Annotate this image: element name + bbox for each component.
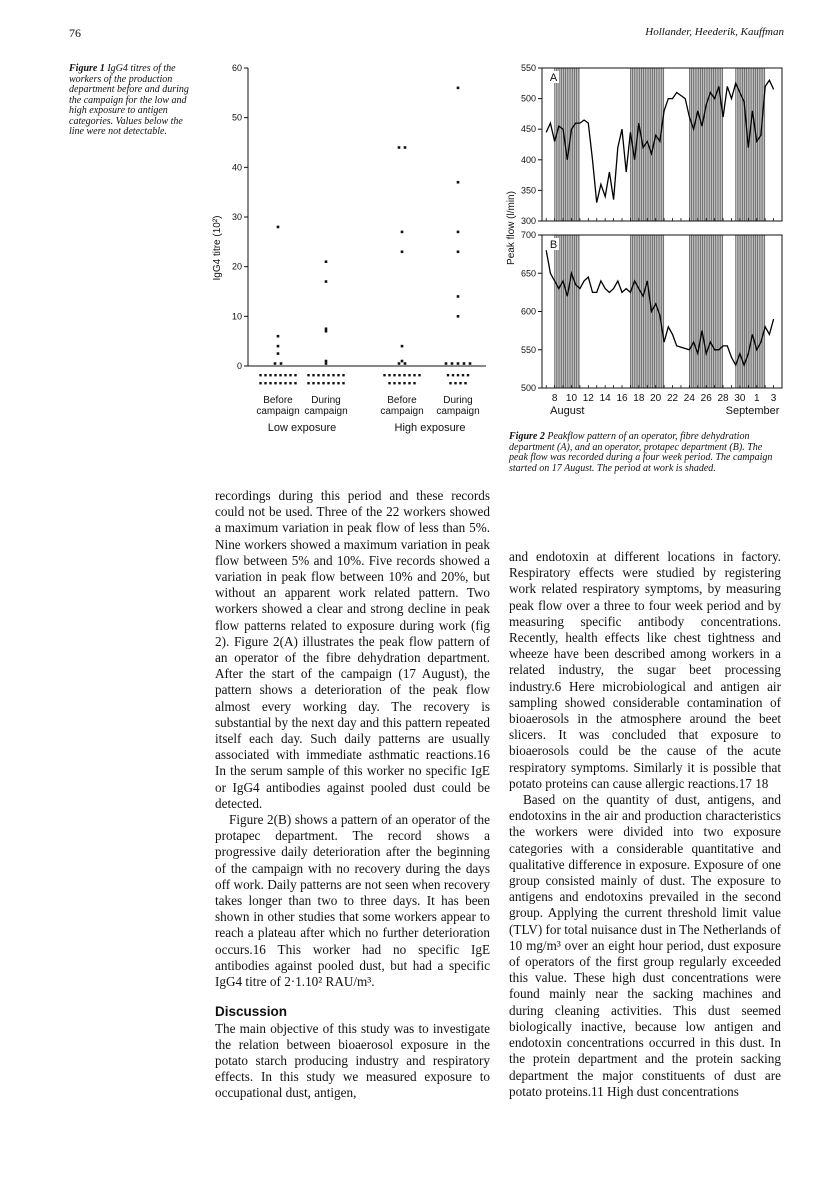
data-point bbox=[277, 226, 280, 229]
not-detectable-point bbox=[279, 374, 281, 376]
figure2-caption-text: Peakflow pattern of an operator, fibre dehydration department (A), and an operator, protapec department (B). The peak flow was recorded during a four week period. The campaign started on 17 August. The period at work is shaded. bbox=[509, 431, 773, 474]
y-tick-label: 600 bbox=[520, 306, 536, 317]
not-detectable-point bbox=[418, 374, 420, 376]
not-detectable-point bbox=[312, 382, 314, 384]
x-tick-label: 22 bbox=[666, 393, 679, 404]
x-category-label: campaign bbox=[304, 406, 348, 417]
not-detectable-point bbox=[459, 382, 461, 384]
not-detectable-point bbox=[388, 382, 390, 384]
x-tick-label: 16 bbox=[616, 393, 628, 404]
x-category-label: campaign bbox=[380, 406, 424, 417]
data-point bbox=[277, 335, 280, 338]
x-tick-label: 14 bbox=[599, 393, 611, 404]
x-category-label: Before bbox=[387, 395, 417, 406]
not-detectable-point bbox=[307, 374, 309, 376]
x-category-label: During bbox=[311, 395, 341, 406]
figure2-caption-label: Figure 2 bbox=[509, 431, 545, 442]
data-point bbox=[401, 231, 404, 234]
data-point bbox=[457, 362, 460, 365]
not-detectable-point bbox=[332, 374, 334, 376]
figure2-caption bbox=[509, 432, 781, 474]
y-tick-label: 450 bbox=[520, 124, 536, 135]
not-detectable-point bbox=[454, 382, 456, 384]
left-column bbox=[215, 488, 490, 1102]
group-label: Low exposure bbox=[267, 422, 337, 434]
not-detectable-point bbox=[398, 382, 400, 384]
figure1-caption-text: IgG4 titres of the workers of the production department before and during the campaign for the low and high exposure to antigen categories. Values below the line were not detectable. bbox=[69, 63, 189, 137]
y-tick-label: 350 bbox=[520, 185, 536, 196]
not-detectable-point bbox=[274, 374, 276, 376]
panel-label: B bbox=[549, 239, 558, 251]
not-detectable-point bbox=[264, 374, 266, 376]
not-detectable-point bbox=[284, 374, 286, 376]
data-point bbox=[404, 362, 407, 365]
x-tick-label: 24 bbox=[683, 393, 695, 404]
body-paragraph: The main objective of this study was to investigate the relation between bioaerosol exposure in the potato starch producing industry and respiratory effects. In this study we measured exposure to occupational dust, antigen, bbox=[215, 1020, 490, 1101]
data-point bbox=[445, 362, 448, 365]
y-tick-label: 700 bbox=[520, 230, 536, 240]
y-tick-label: 60 bbox=[231, 63, 242, 73]
section-heading-discussion: Discussion bbox=[215, 1004, 288, 1020]
x-tick-label: 3 bbox=[770, 393, 777, 404]
not-detectable-point bbox=[284, 382, 286, 384]
not-detectable-point bbox=[327, 382, 329, 384]
not-detectable-point bbox=[259, 382, 261, 384]
x-tick-label: 8 bbox=[551, 393, 558, 404]
data-point bbox=[325, 330, 328, 333]
y-axis-label: Peak flow (l/min) bbox=[506, 191, 517, 265]
not-detectable-point bbox=[289, 374, 291, 376]
data-point bbox=[457, 181, 460, 184]
not-detectable-point bbox=[337, 374, 339, 376]
not-detectable-point bbox=[337, 382, 339, 384]
x-tick-label: 28 bbox=[717, 393, 729, 404]
x-tick-label: 10 bbox=[565, 393, 578, 404]
not-detectable-point bbox=[342, 382, 344, 384]
y-tick-label: 10 bbox=[231, 311, 242, 322]
y-tick-label: 300 bbox=[520, 216, 536, 226]
body-paragraph: Figure 2(B) shows a pattern of an operator of the protapec department. The record shows a progressive daily deterioration after the beginning of the campaign with no recovery during the days off work. Daily patterns are not seen when recovery takes longer than two to three days. It has been shown in other studies that some workers appear to reach a plateau after which no further deterioration occurs.16 This worker had no specific IgE antibodies against pooled dust, but had a specific IgG4 titre of 2·1.10² RAU/m³. bbox=[215, 812, 490, 990]
running-head: Hollander, Heederik, Kauffman bbox=[645, 26, 784, 38]
data-point bbox=[280, 362, 283, 365]
x-tick-label: 18 bbox=[633, 393, 645, 404]
data-point bbox=[457, 315, 460, 318]
group-label: High exposure bbox=[394, 422, 466, 434]
not-detectable-point bbox=[393, 382, 395, 384]
data-point bbox=[401, 360, 404, 363]
work-period-shade bbox=[555, 68, 580, 221]
y-tick-label: 0 bbox=[236, 361, 242, 371]
page-number: 76 bbox=[69, 26, 81, 40]
data-point bbox=[274, 362, 277, 365]
y-tick-label: 550 bbox=[520, 344, 536, 355]
not-detectable-point bbox=[274, 382, 276, 384]
x-category-label: campaign bbox=[436, 406, 480, 417]
figure2-peakflow-chart bbox=[502, 58, 792, 428]
data-point bbox=[325, 362, 328, 365]
data-point bbox=[404, 146, 407, 149]
not-detectable-point bbox=[317, 382, 319, 384]
not-detectable-point bbox=[307, 382, 309, 384]
y-axis-label: IgG4 titre (10²) bbox=[212, 215, 223, 281]
y-tick-label: 500 bbox=[520, 93, 536, 104]
data-point bbox=[457, 250, 460, 253]
not-detectable-point bbox=[403, 374, 405, 376]
y-tick-label: 30 bbox=[231, 212, 242, 222]
figure1-caption-label: Figure 1 bbox=[69, 63, 105, 74]
figure1-igg4-chart bbox=[196, 58, 501, 443]
not-detectable-point bbox=[312, 374, 314, 376]
body-paragraph: and endotoxin at different locations in factory. Respiratory effects were studied by registering work related respiratory symptoms, by measuring peak flow over a three to four week period and by measuring specific antibody concentrations. Recently, health effects like chest tightness and wheeze have been described among workers in a related industry, the sugar beet processing industry.6 Here microbiological and antigen air sampling showed considerable contamination of bioaerosols in the atmosphere around the beet slicers. It was concluded that exposure to bioaerosols could be the cause of the acute respiratory symptoms. Similarly it is possible that potato proteins can cause allergic reactions.17 18 bbox=[509, 549, 781, 791]
not-detectable-point bbox=[398, 374, 400, 376]
right-column bbox=[509, 549, 781, 1100]
y-tick-label: 50 bbox=[231, 112, 242, 123]
x-month-label: September bbox=[725, 405, 780, 417]
data-point bbox=[401, 345, 404, 348]
x-tick-label: 12 bbox=[582, 393, 594, 404]
y-tick-label: 550 bbox=[520, 63, 536, 73]
y-tick-label: 400 bbox=[520, 154, 536, 165]
data-point bbox=[401, 250, 404, 253]
data-point bbox=[457, 295, 460, 298]
not-detectable-point bbox=[393, 374, 395, 376]
not-detectable-point bbox=[269, 382, 271, 384]
data-point bbox=[325, 327, 328, 330]
x-category-label: During bbox=[443, 395, 473, 406]
x-tick-label: 20 bbox=[650, 393, 662, 404]
data-point bbox=[325, 280, 328, 283]
not-detectable-point bbox=[403, 382, 405, 384]
not-detectable-point bbox=[294, 382, 296, 384]
not-detectable-point bbox=[317, 374, 319, 376]
not-detectable-point bbox=[449, 382, 451, 384]
not-detectable-point bbox=[279, 382, 281, 384]
y-tick-label: 650 bbox=[520, 268, 536, 279]
work-period-shade bbox=[555, 235, 580, 388]
not-detectable-point bbox=[413, 374, 415, 376]
data-point bbox=[469, 362, 472, 365]
x-tick-label: 1 bbox=[753, 393, 760, 404]
y-tick-label: 500 bbox=[520, 383, 536, 393]
x-month-label: August bbox=[550, 405, 585, 417]
x-tick-label: 26 bbox=[700, 393, 712, 404]
not-detectable-point bbox=[322, 374, 324, 376]
not-detectable-point bbox=[388, 374, 390, 376]
x-category-label: campaign bbox=[256, 406, 300, 417]
figure1-caption bbox=[69, 64, 199, 138]
not-detectable-point bbox=[462, 374, 464, 376]
data-point bbox=[277, 352, 280, 355]
data-point bbox=[398, 146, 401, 149]
not-detectable-point bbox=[467, 374, 469, 376]
data-point bbox=[325, 360, 328, 363]
not-detectable-point bbox=[342, 374, 344, 376]
data-point bbox=[398, 362, 401, 365]
not-detectable-point bbox=[327, 374, 329, 376]
data-point bbox=[451, 362, 454, 365]
data-point bbox=[457, 231, 460, 234]
panel-label: A bbox=[549, 72, 558, 84]
data-point bbox=[325, 260, 328, 263]
not-detectable-point bbox=[294, 374, 296, 376]
not-detectable-point bbox=[289, 382, 291, 384]
data-point bbox=[463, 362, 466, 365]
y-tick-label: 20 bbox=[231, 261, 242, 272]
not-detectable-point bbox=[408, 374, 410, 376]
data-point bbox=[277, 345, 280, 348]
not-detectable-point bbox=[408, 382, 410, 384]
not-detectable-point bbox=[452, 374, 454, 376]
not-detectable-point bbox=[457, 374, 459, 376]
data-point bbox=[457, 87, 460, 90]
body-paragraph: recordings during this period and these records could not be used. Three of the 22 workers showed a maximum variation in peak flow of less than 5%. Nine workers showed a maximum variation in peak flow between 5% and 10%. Five records showed a variation in peak flow between 10% and 20%, but without an apparent work related pattern. Two workers showed a clear and strong decline in peak flow patterns related to exposure during work (fig 2). Figure 2(A) illustrates the peak flow pattern of an operator of the fibre dehydration department. After the start of the campaign (17 August), the pattern shows a deterioration of the peak flow almost every working day. The recovery is substantial by the next day and this pattern repeated itself each day. Such daily patterns are usually associated with immediate asthmatic reactions.16 In the serum sample of this worker no specific IgE or IgG4 antibodies against pooled dust could be detected. bbox=[215, 488, 490, 811]
not-detectable-point bbox=[413, 382, 415, 384]
not-detectable-point bbox=[383, 374, 385, 376]
not-detectable-point bbox=[322, 382, 324, 384]
not-detectable-point bbox=[447, 374, 449, 376]
not-detectable-point bbox=[464, 382, 466, 384]
not-detectable-point bbox=[264, 382, 266, 384]
not-detectable-point bbox=[259, 374, 261, 376]
y-tick-label: 40 bbox=[231, 162, 242, 173]
body-paragraph: Based on the quantity of dust, antigens, and endotoxins in the air and production characteristics the workers were divided into two exposure categories with a considerable quantitative and qualitative difference in exposure. Exposure of one group consisted mainly of dust. The exposure to antigens and endotoxins prevailed in the second group. Applying the current threshold limit value (TLV) for total nuisance dust in The Netherlands of 10 mg/m³ over an eight hour period, dust exposure of operators of the first group regularly exceeded this value. These high dust concentrations were found mainly near the sacking machines and during cleaning activities. This dust seemed biologically inactive, because low antigen and endotoxin concentrations occurred in this dust. In the protein department and the protein sacking department the major constituents of dust are potato proteins.11 High dust concentrations bbox=[509, 792, 781, 1099]
x-tick-label: 30 bbox=[734, 393, 746, 404]
x-category-label: Before bbox=[263, 395, 293, 406]
not-detectable-point bbox=[269, 374, 271, 376]
not-detectable-point bbox=[332, 382, 334, 384]
